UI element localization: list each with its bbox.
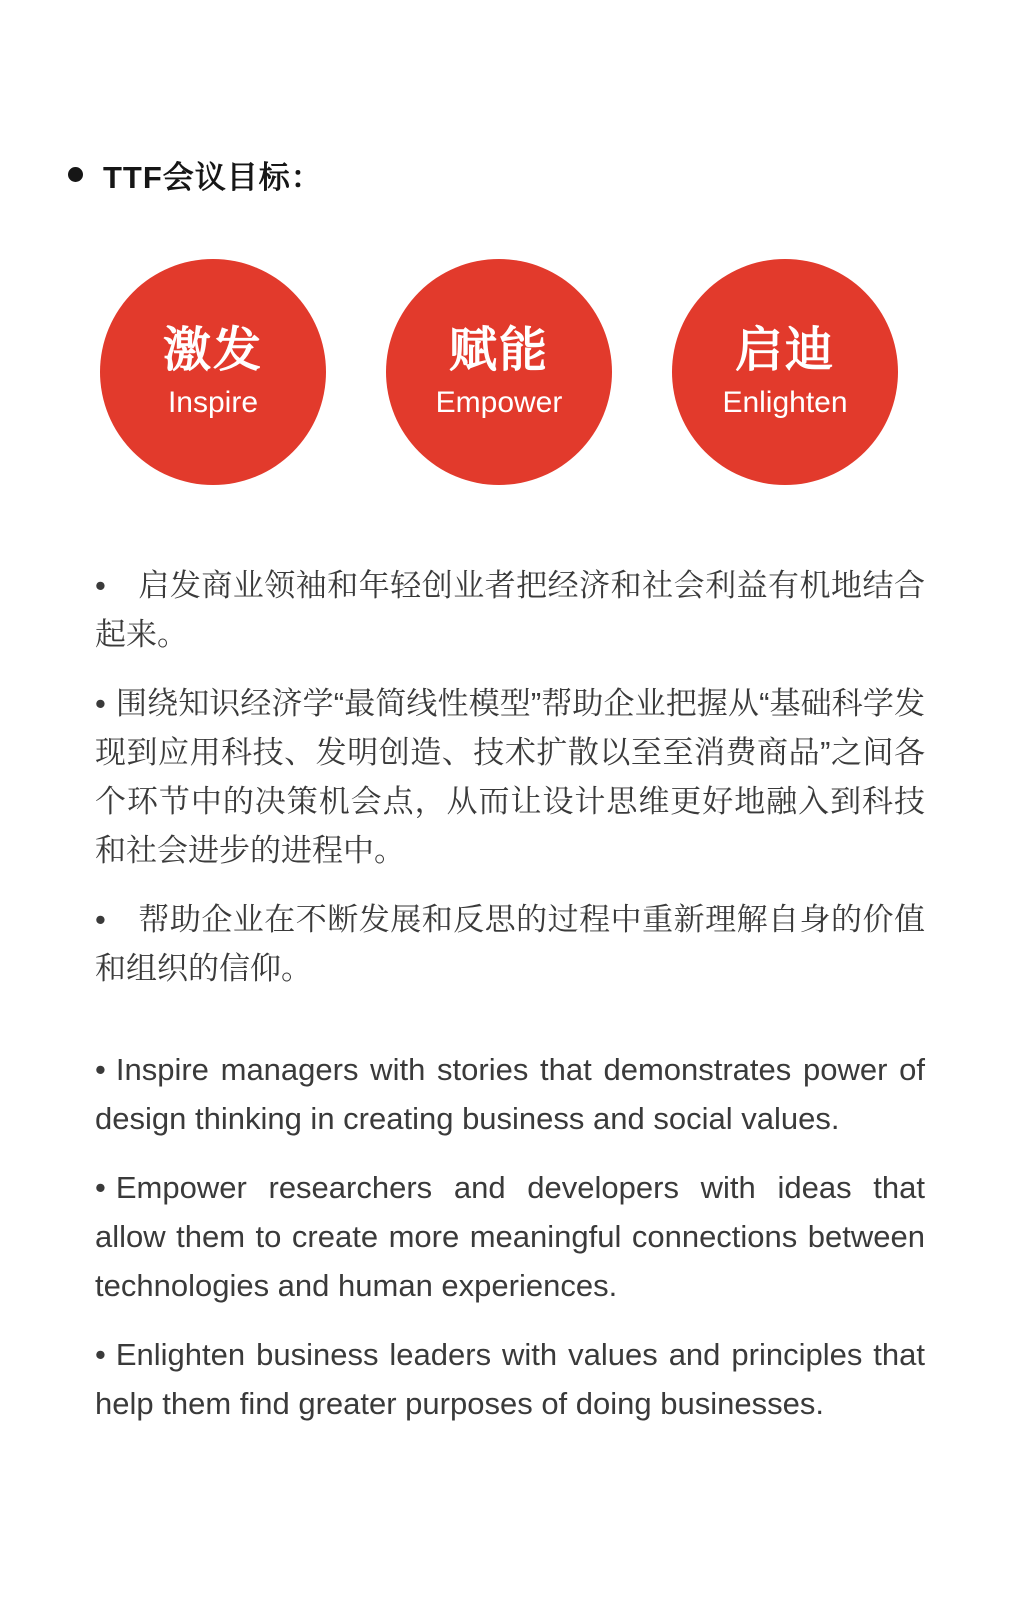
en-bullet-3 [95, 1330, 925, 1428]
bullet-marker-icon: • [95, 568, 106, 603]
goal-circles [100, 259, 1020, 485]
zh-bullet-1 [95, 561, 925, 659]
goal-label-en: Empower [435, 385, 563, 419]
en-bullet-2-text: Empower researchers and developers with ideas that allow them to create more meaningful connections between technologies and human experiences. [95, 1170, 925, 1303]
section-title: TTF会议目标： [103, 160, 323, 195]
en-bullet-2 [95, 1163, 925, 1310]
zh-bullet-2 [95, 679, 925, 875]
goal-label-zh: 赋能 [448, 324, 549, 378]
goal-circle-enlighten [672, 259, 898, 485]
zh-bullet-1-text: 启发商业领袖和年轻创业者把经济和社会利益有机地结合起来。 [95, 568, 925, 652]
zh-bullet-list [95, 561, 925, 993]
en-bullet-list [95, 1045, 925, 1428]
goal-circle-inspire [100, 259, 326, 485]
bullet-marker-icon: • [95, 1170, 106, 1205]
en-bullet-3-text: Enlighten business leaders with values and principles that help them find greater purposes of doing businesses. [95, 1337, 925, 1421]
section-title-row [68, 0, 1020, 197]
goal-label-en: Inspire [167, 385, 259, 419]
zh-bullet-3 [95, 895, 925, 993]
en-bullet-1-text: Inspire managers with stories that demonstrates power of design thinking in creating business and social values. [95, 1052, 925, 1136]
en-bullet-1 [95, 1045, 925, 1143]
zh-bullet-3-text: 帮助企业在不断发展和反思的过程中重新理解自身的价值和组织的信仰。 [95, 902, 925, 986]
zh-bullet-2-text: 围绕知识经济学“最简线性模型”帮助企业把握从“基础科学发现到应用科技、发明创造、技术扩散以至至消费商品”之间各个环节中的决策机会点，从而让设计思维更好地融入到科技和社会进步的进程中。 [95, 686, 925, 868]
bullet-marker-icon: • [95, 902, 106, 937]
goal-label-zh: 激发 [162, 324, 263, 378]
bullet-marker-icon: • [95, 1337, 106, 1372]
bullet-marker-icon: • [95, 1052, 106, 1087]
goal-label-en: Enlighten [722, 385, 848, 419]
title-bullet-icon [68, 167, 83, 182]
bullet-marker-icon: • [95, 686, 106, 721]
goal-label-zh: 启迪 [734, 324, 835, 378]
goal-circle-empower [386, 259, 612, 485]
